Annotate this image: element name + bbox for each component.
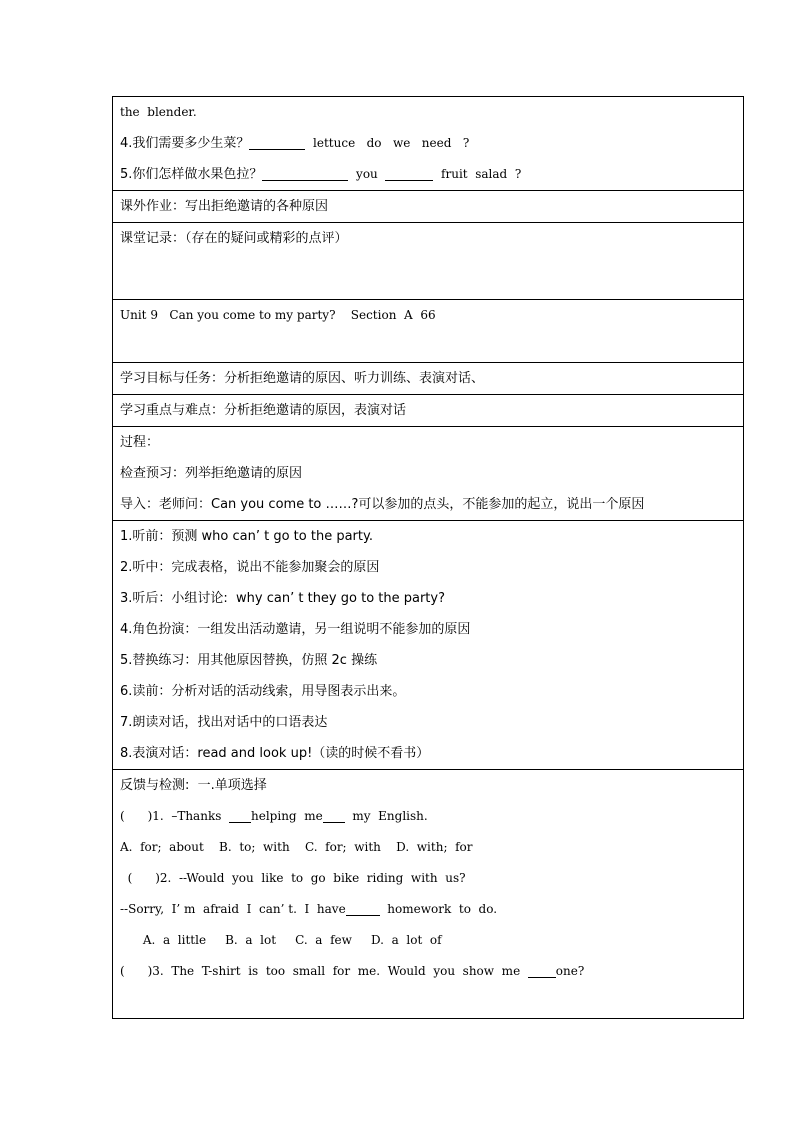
homework-cell [113,191,744,223]
question-4-text: 4.我们需要多少生菜？ [120,136,250,151]
goal-row [113,363,744,395]
exercise-cell [113,97,744,191]
step-item: 4.角色扮演：一组发出活动邀请，另一组说明不能参加的原因 [120,622,471,637]
focus-row [113,395,744,427]
question-1-options: A. for; about B. to; with C. for; with D. with; for [120,840,473,854]
homework-text: 课外作业：写出拒绝邀请的各种原因 [120,199,329,214]
feedback-cell [113,770,744,1019]
question-3-suffix: one? [555,964,585,978]
answer-blank [229,810,251,823]
question-1-middle: helping me [251,809,323,823]
answer-blank [346,903,380,916]
exercise-row [113,97,744,191]
answer-blank [262,168,348,181]
question-3 [120,956,736,987]
focus-cell [113,395,744,427]
step-item: 6.读前：分析对话的活动线索，用导图表示出来。 [120,684,406,699]
question-5-text: 5.你们怎样做水果色拉？ [120,167,263,182]
notes-cell [113,223,744,300]
question-3-prefix: ( )3. The T-shirt is too small for me. Would you show me [120,964,528,978]
question-1 [120,801,736,832]
steps-cell [113,521,744,770]
homework-row [113,191,744,223]
step-item: 3.听后：小组讨论: why can’ t they go to the party? [120,591,445,606]
answer-blank [385,168,433,181]
feedback-heading: 反馈与检测: 一.单项选择 [120,778,267,793]
unit-cell [113,300,744,363]
question-1-suffix: my English. [344,809,428,823]
worksheet-table [112,96,744,1019]
notes-text: 课堂记录：（存在的疑问或精彩的点评） [120,231,348,246]
answer-blank [249,137,305,150]
question-2-reply [120,894,736,925]
question-2-reply-suffix: homework to do. [379,902,498,916]
feedback-row [113,770,744,1019]
exercise-line-2 [120,128,736,159]
exercise-line-3 [120,159,736,190]
step-item: 7.朗读对话，找出对话中的口语表达 [120,715,328,730]
process-heading: 过程： [120,435,160,450]
question-2-options: A. a little B. a lot C. a few D. a lot of [120,933,442,947]
question-5-english: fruit salad ? [433,167,522,181]
process-cell [113,427,744,521]
unit-title: Unit 9 Can you come to my party? Section A 66 [120,308,436,322]
goal-text: 学习目标与任务：分析拒绝邀请的原因、听力训练、表演对话、 [120,371,485,386]
question-5-middle: you [348,167,386,181]
question-2-reply-prefix: --Sorry, I’ m afraid I can’ t. I have [120,902,346,916]
question-1-prefix: ( )1. –Thanks [120,809,230,823]
intro-text: 导入：老师问：Can you come to ……?可以参加的点头，不能参加的起立，说出一个原因 [120,497,645,512]
focus-text: 学习重点与难点：分析拒绝邀请的原因，表演对话 [120,403,407,418]
question-2: ( )2. --Would you like to go bike riding with us? [120,871,466,885]
process-row [113,427,744,521]
answer-blank [528,965,556,978]
step-item: 8.表演对话：read and look up!（读的时候不看书） [120,746,430,761]
answer-blank [323,810,345,823]
question-4-english: lettuce do we need ? [305,136,470,150]
unit-row [113,300,744,363]
step-item: 1.听前：预测 who can’ t go to the party. [120,529,373,544]
preview-text: 检查预习：列举拒绝邀请的原因 [120,466,303,481]
steps-row [113,521,744,770]
step-item: 5.替换练习：用其他原因替换，仿照 2c 操练 [120,653,378,668]
step-item: 2.听中：完成表格，说出不能参加聚会的原因 [120,560,380,575]
exercise-line-1: the blender. [120,105,197,119]
notes-row [113,223,744,300]
goal-cell [113,363,744,395]
